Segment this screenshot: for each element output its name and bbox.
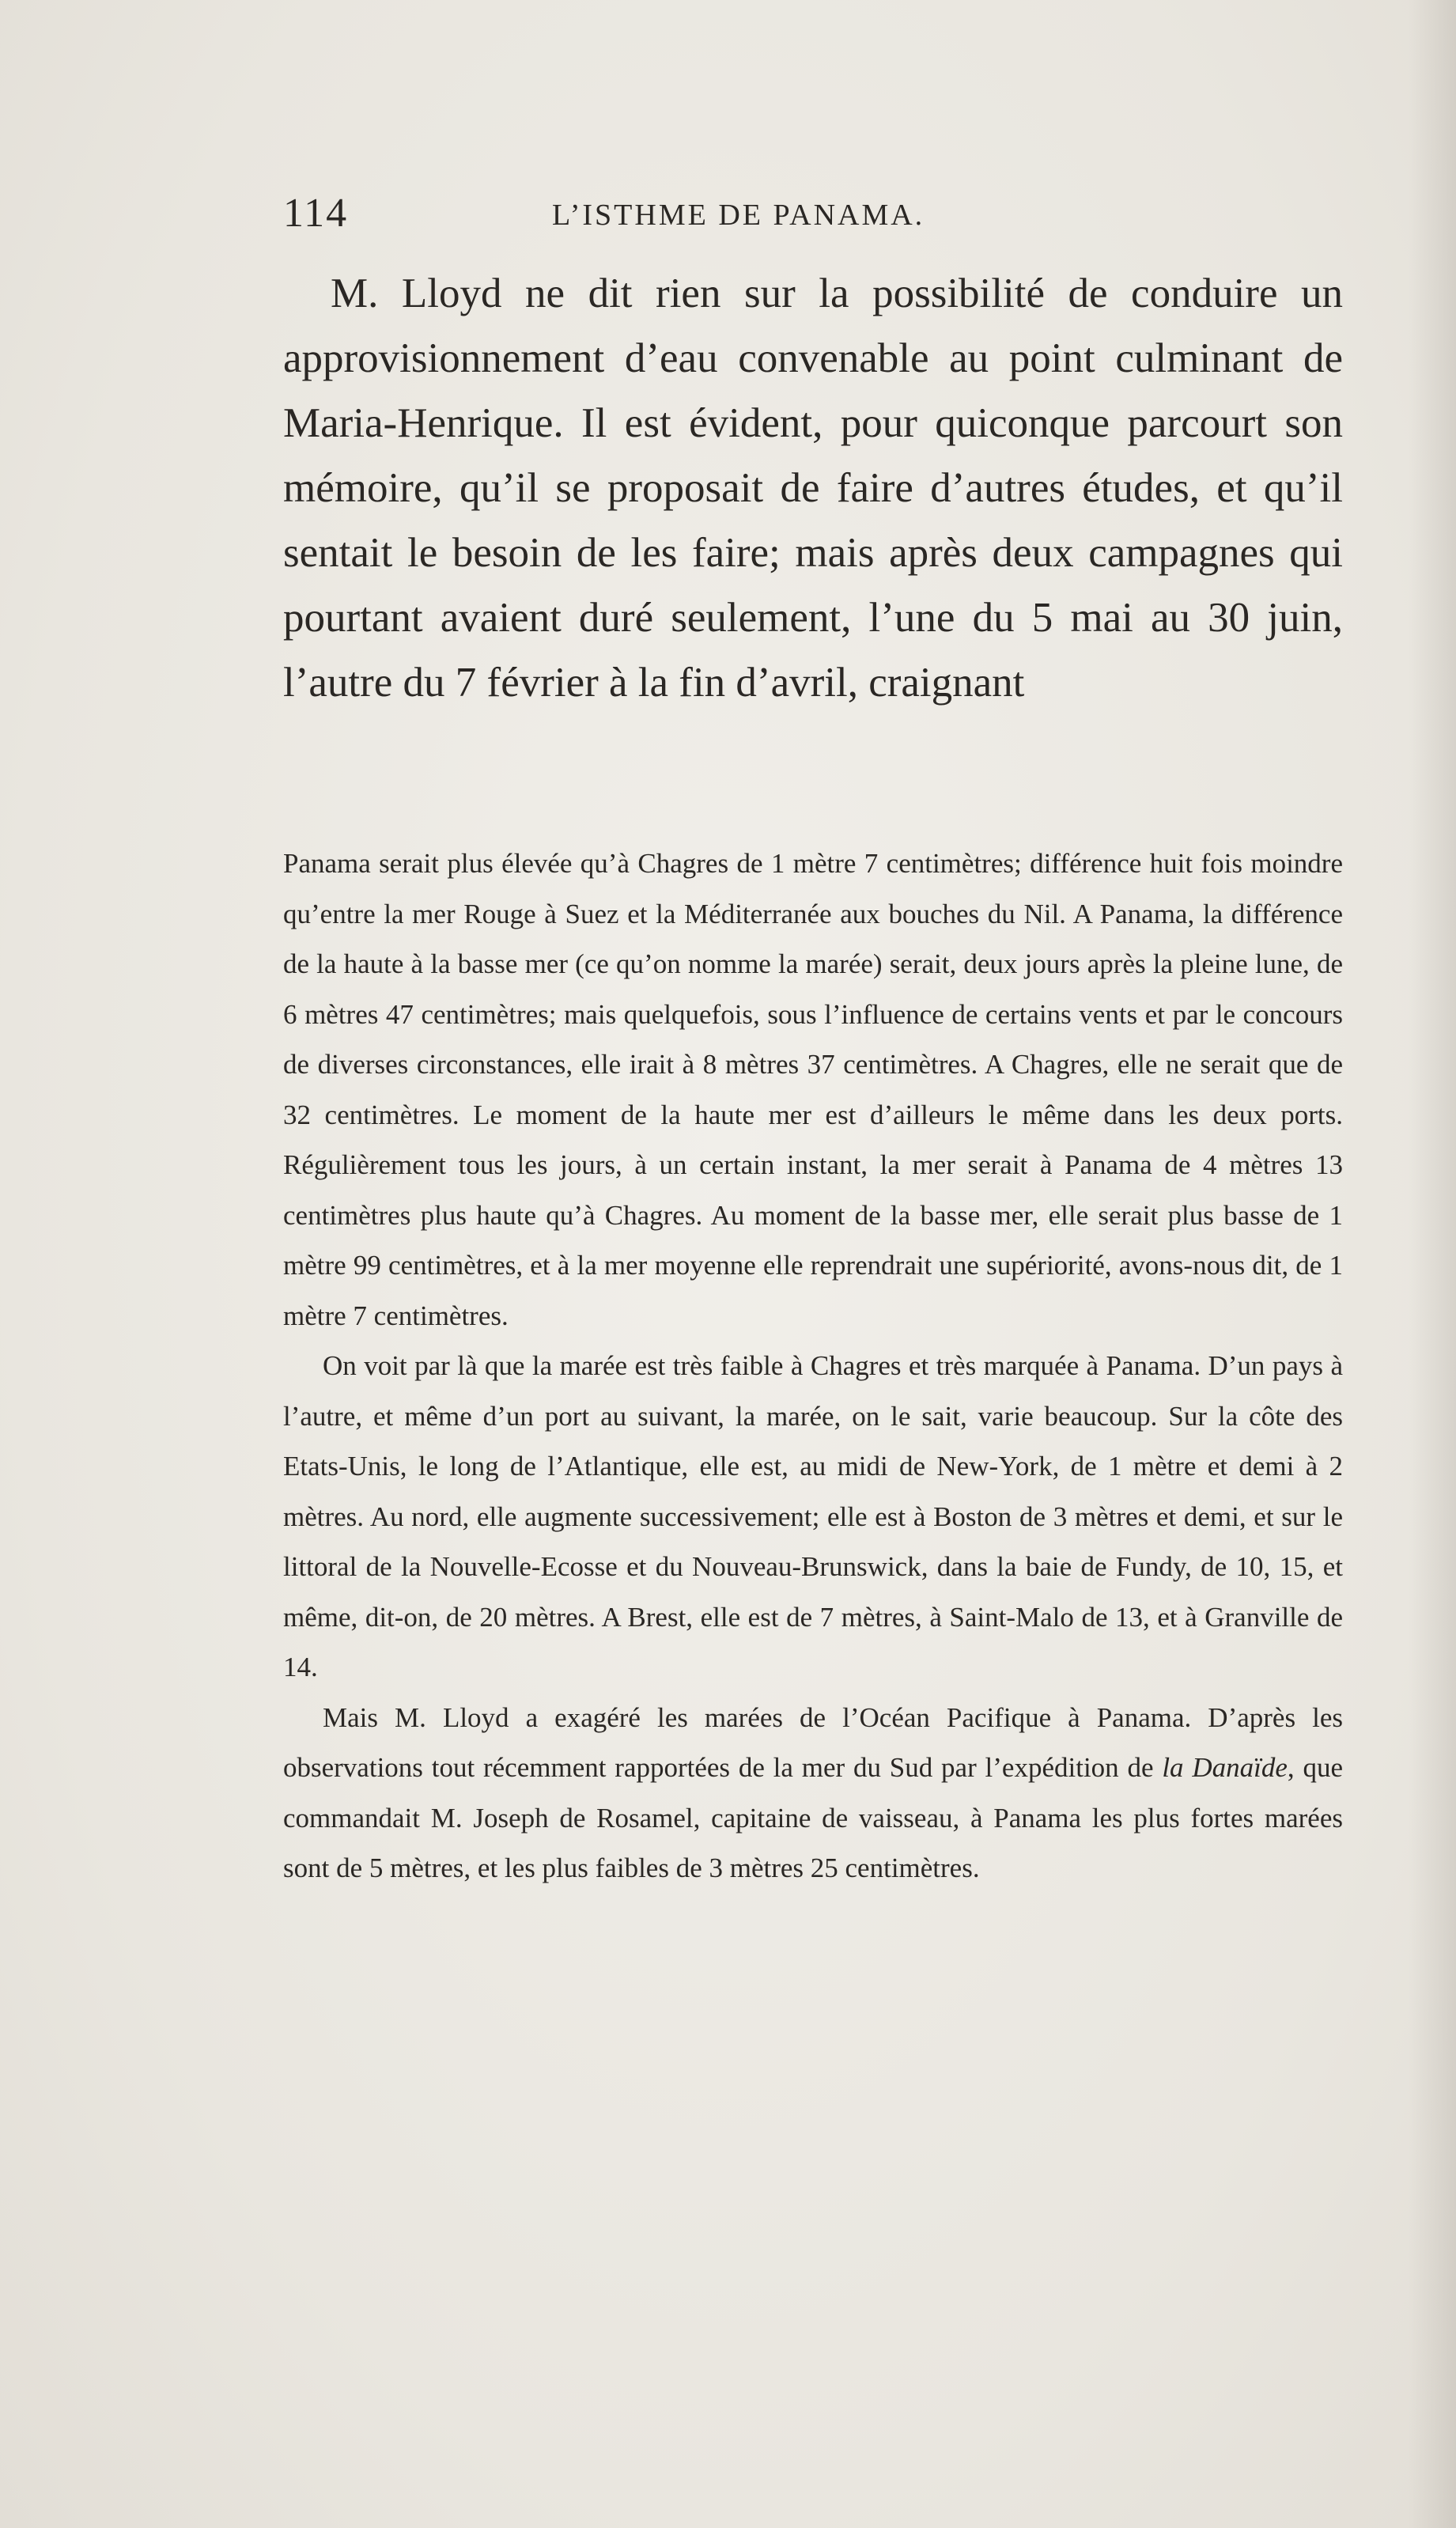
footnote-paragraph-3-text-end: , que commandait M. Joseph de Rosamel, capitaine de vaisseau, à Panama les plus fortes marées sont de 5 mètres, et les plus faibles de 3 mètres 25 centimètres. <box>283 1752 1344 1883</box>
page-number: 114 <box>283 191 349 236</box>
footnote-block <box>283 838 1343 1894</box>
footnote-paragraph-3 <box>283 1693 1343 1894</box>
main-paragraph: M. Lloyd ne dit rien sur la possibilité de conduire un approvisionnement d’eau convenable au point culminant de Maria-Henrique. Il est évident, pour quiconque parcourt son mémoire, qu’il se proposait de faire d’autres études, et qu’il sentait le besoin de les faire; mais après deux campagnes qui pourtant avaient duré seulement, l’une du 5 mai au 30 juin, l’autre du 7 février à la fin d’avril, craignant <box>283 271 1343 706</box>
page-header <box>283 190 1343 245</box>
footnote-paragraph-2: On voit par là que la marée est très faible à Chagres et très marquée à Panama. D’un pays à l’autre, et même d’un port au suivant, la marée, on le sait, varie beaucoup. Sur la côte des Etats-Unis, le long de l’Atlantique, elle est, au midi de New-York, de 1 mètre et demi à 2 mètres. Au nord, elle augmente successivement; elle est à Boston de 3 mètres et demi, et sur le littoral de la Nouvelle-Ecosse et du Nouveau-Brunswick, dans la baie de Fundy, de 10, 15, et même, dit-on, de 20 mètres. A Brest, elle est de 7 mètres, à Saint-Malo de 13, et à Granville de 14. <box>283 1350 1343 1682</box>
footnote-paragraph-1: Panama serait plus élevée qu’à Chagres de 1 mètre 7 centimètres; différence huit fois moindre qu’entre la mer Rouge à Suez et la Méditerranée aux bouches du Nil. A Panama, la différence de la haute à la basse mer (ce qu’on nomme la marée) serait, deux jours après la pleine lune, de 6 mètres 47 centimètres; mais quelquefois, sous l’influence de certains vents et par le concours de diverses circonstances, elle irait à 8 mètres 37 centimètres. A Chagres, elle ne serait que de 32 centimètres. Le moment de la haute mer est d’ailleurs le même dans les deux ports. Régulièrement tous les jours, à un certain instant, la mer serait à Panama de 4 mètres 13 centimètres plus haute qu’à Chagres. Au moment de la basse mer, elle serait plus basse de 1 mètre 99 centimètres, et à la mer moyenne elle reprendrait une supériorité, avons-nous dit, de 1 mètre 7 centimètres. <box>283 848 1343 1331</box>
ship-name: la Danaïde <box>1162 1752 1288 1783</box>
running-title: L’ISTHME DE PANAMA. <box>552 199 925 232</box>
footnote-paragraph-3-text: Mais M. Lloyd a exagéré les marées de l’Océan Pacifique à Panama. D’après les observations tout récemment rapportées de la mer du Sud par l’expédition de <box>283 1701 1343 1783</box>
main-text-block <box>283 261 1343 715</box>
page-edge-shadow <box>1409 0 1456 2528</box>
